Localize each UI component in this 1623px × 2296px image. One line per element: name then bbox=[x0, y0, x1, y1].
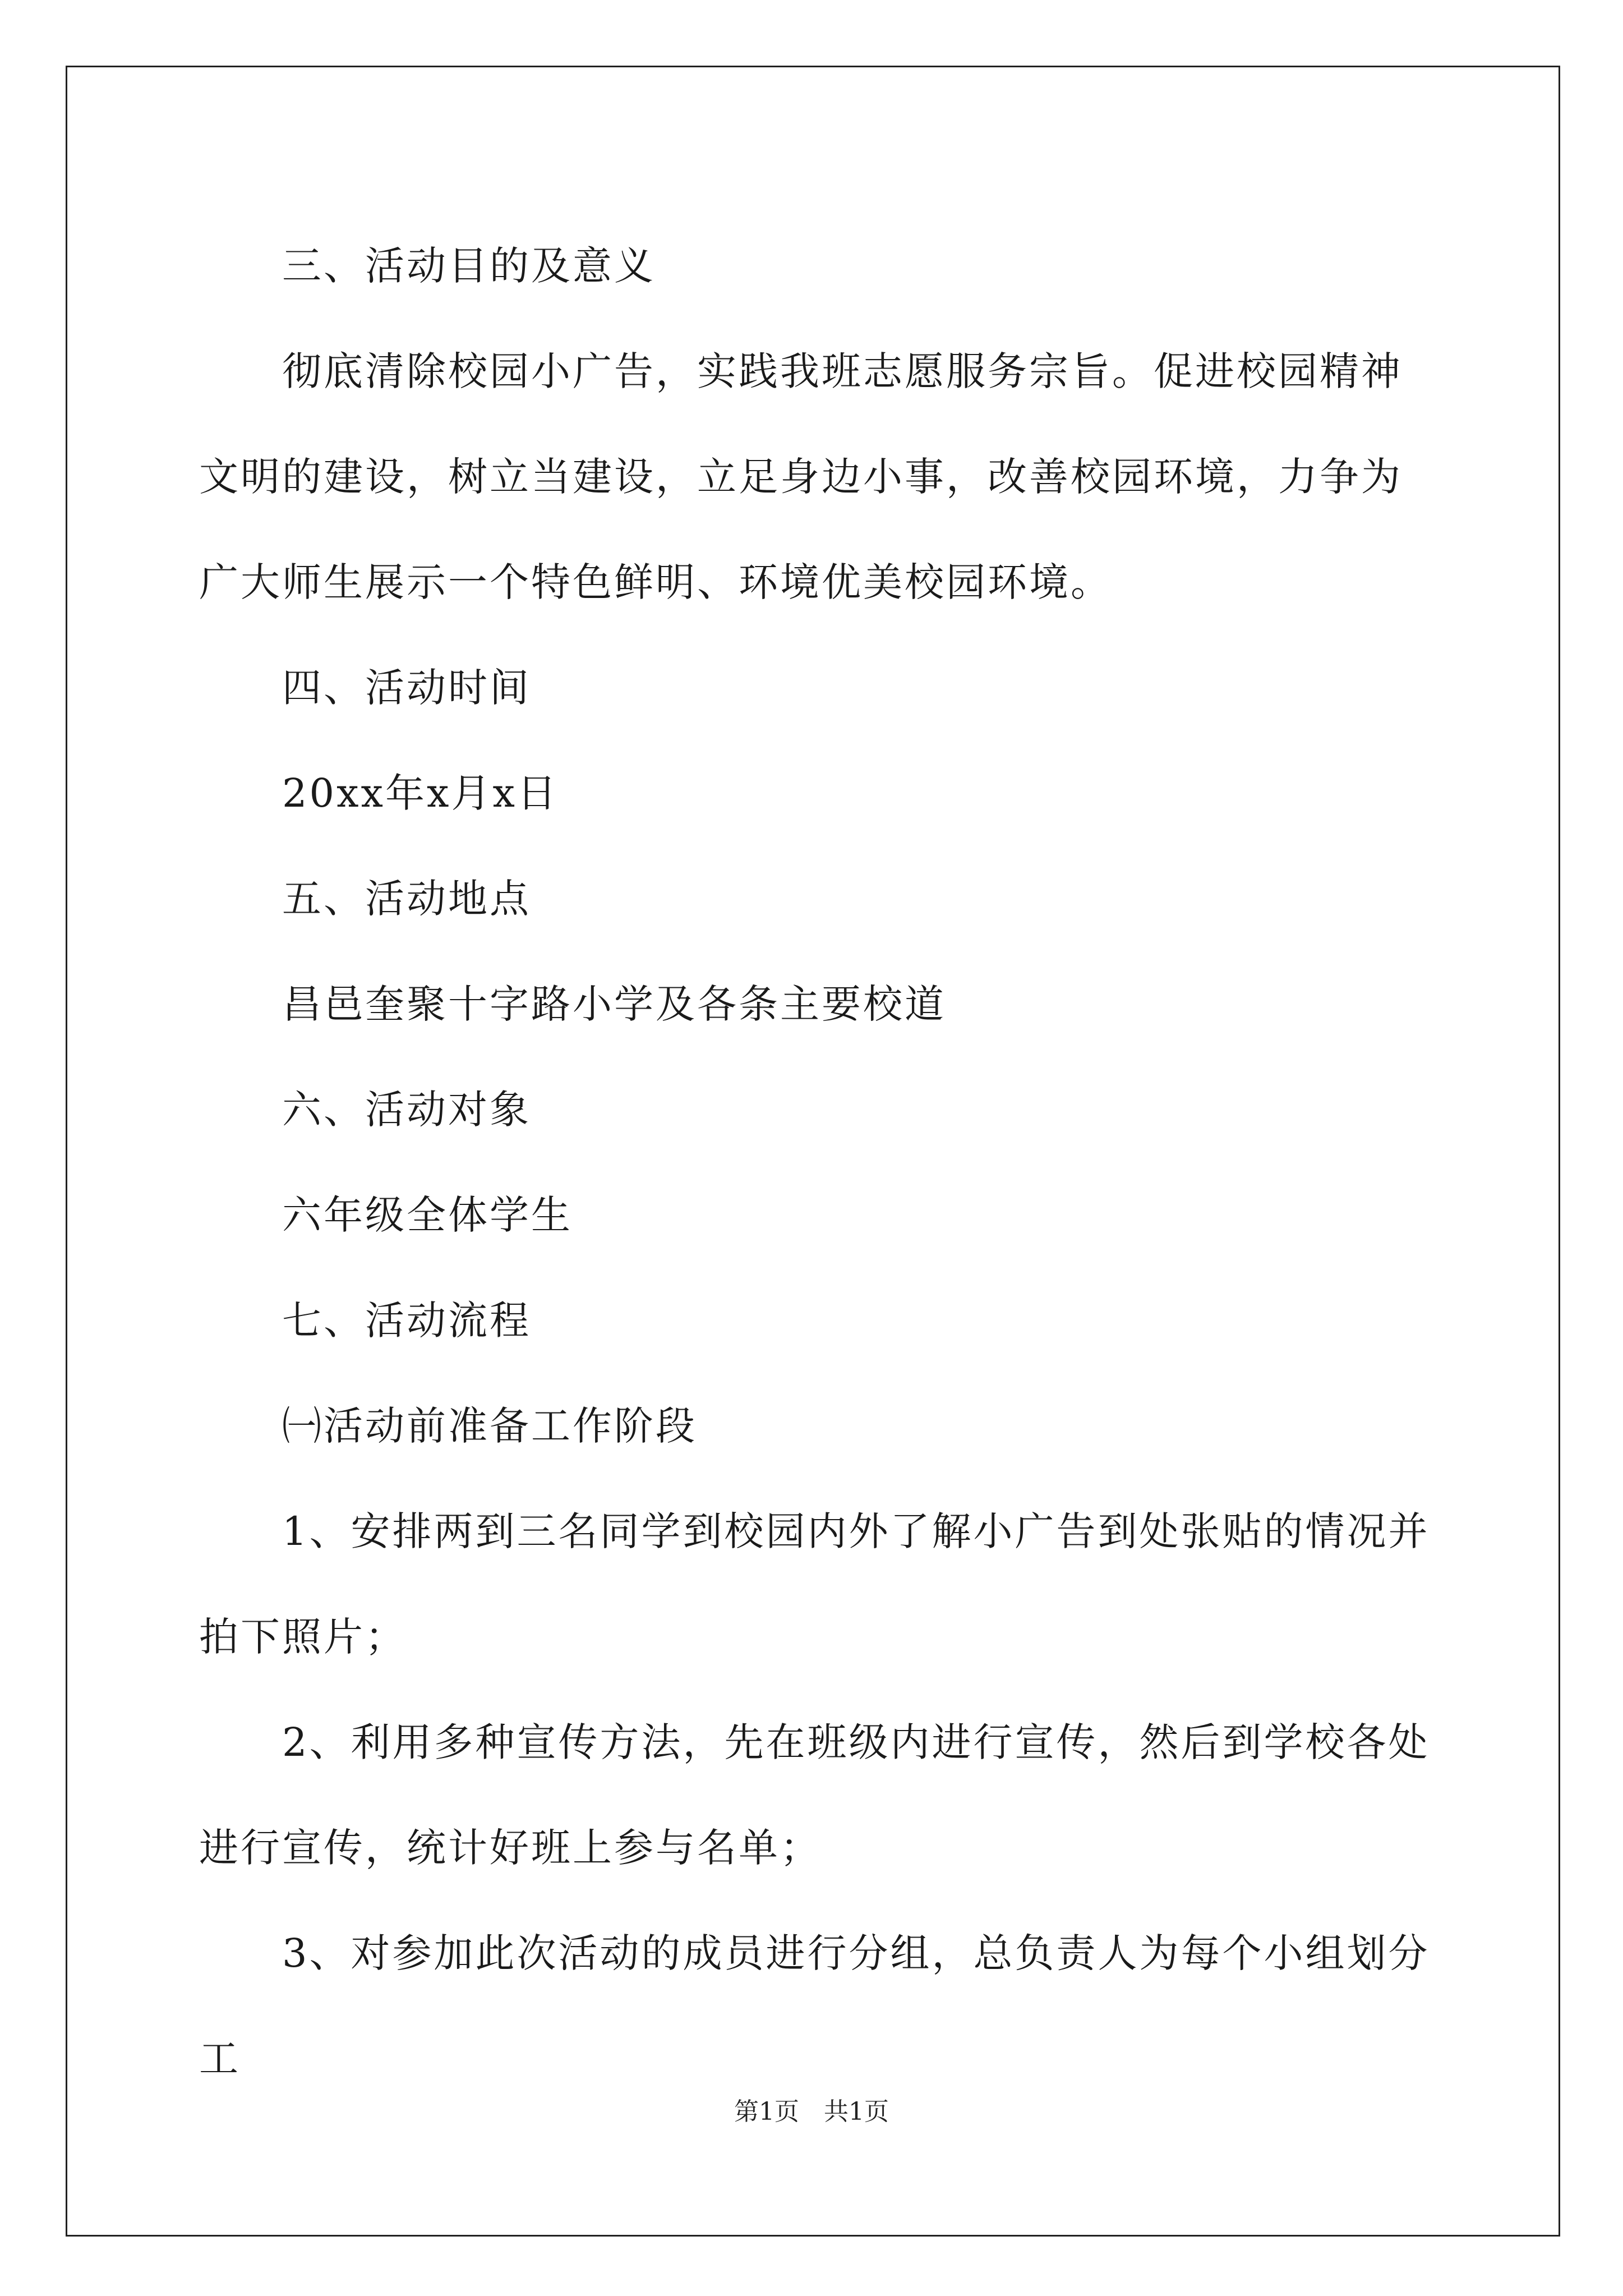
page-number-footer: 第1页 共1页 bbox=[734, 2097, 889, 2126]
list-item-1: 1、安排两到三名同学到校园内外了解小广告到处张贴的情况并拍下照片； bbox=[199, 1508, 1430, 1660]
paragraph-purpose: 彻底清除校园小广告，实践我班志愿服务宗旨。促进校园精神文明的建设，树立当建设，立足身边小事，改善校园环境，力争为广大师生展示一个特色鲜明、环境优美校园环境。 bbox=[199, 348, 1403, 605]
section-heading-purpose: 三、活动目的及意义 bbox=[282, 243, 656, 289]
section-heading-audience: 六、活动对象 bbox=[282, 1087, 531, 1133]
subsection-heading-preparation: ㈠活动前准备工作阶段 bbox=[282, 1403, 697, 1449]
list-item-3: 3、对参加此次活动的成员进行分组，总负责人为每个小组划分工 bbox=[199, 1930, 1430, 2082]
paragraph-time: 20xx年x月x日 bbox=[282, 770, 559, 816]
section-heading-process: 七、活动流程 bbox=[282, 1297, 531, 1343]
section-heading-time: 四、活动时间 bbox=[282, 665, 531, 711]
list-item-2: 2、利用多种宣传方法，先在班级内进行宣传，然后到学校各处进行宣传，统计好班上参与名单； bbox=[199, 1719, 1430, 1871]
section-heading-location: 五、活动地点 bbox=[282, 876, 531, 922]
paragraph-location: 昌邑奎聚十字路小学及各条主要校道 bbox=[282, 981, 946, 1027]
paragraph-audience: 六年级全体学生 bbox=[282, 1192, 573, 1238]
document-body bbox=[199, 213, 1438, 2111]
